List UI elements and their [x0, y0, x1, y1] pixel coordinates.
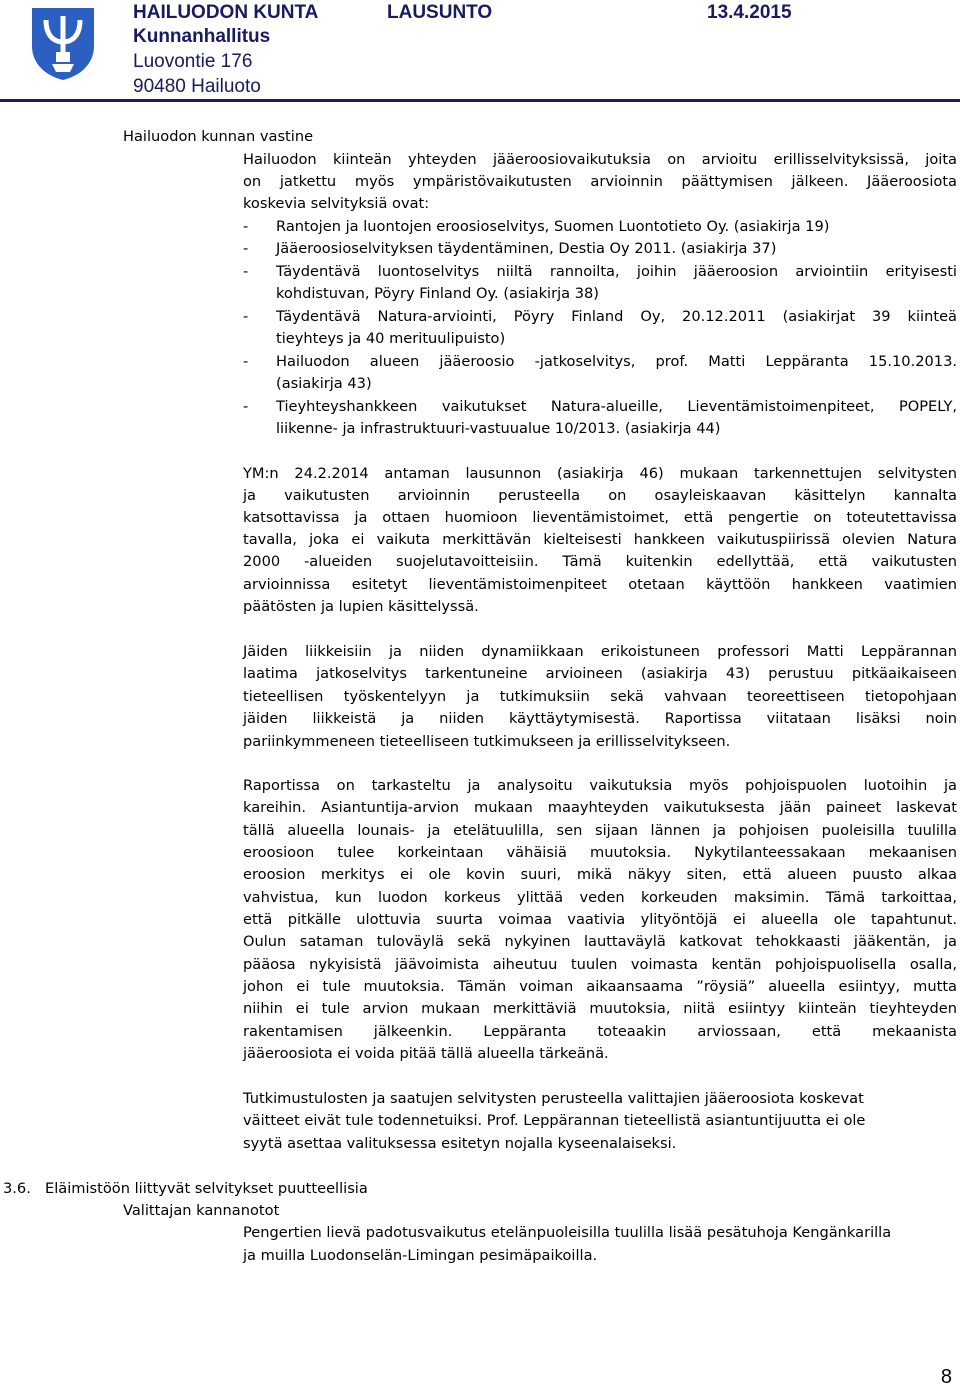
paragraph-line: kareihin. Asiantuntija-arvion mukaan maayhteyden vaikutuksesta jään paineet laskevat — [243, 799, 957, 816]
paragraph-line: syytä asettaa valituksessa esitetyn nojalla kyseenalaiseksi. — [243, 1135, 677, 1152]
paragraph-line: johon ei tule muutoksia. Tämän voiman aikaansaama ”röysiä” alueella esiintyy, mutta — [243, 978, 957, 995]
board-name: Kunnanhallitus — [133, 26, 271, 47]
list-item: Jääeroosioselvityksen täydentäminen, Destia Oy 2011. (asiakirja 37) — [276, 240, 777, 257]
paragraph-line: YM:n 24.2.2014 antaman lausunnon (asiakirja 46) mukaan tarkennettujen selvitysten — [243, 465, 957, 482]
list-item: Täydentävä luontoselvitys niiltä rannoilta, joihin jääeroosion arviointiin erityisesti — [276, 263, 957, 280]
postal-address: 90480 Hailuoto — [133, 76, 261, 97]
bullet-dash: - — [243, 240, 249, 257]
paragraph-line: jääeroosiota ei voida pitää tällä alueella tärkeänä. — [243, 1045, 609, 1062]
intro-line: on jatkettu myös ympäristövaikutusten arvioinnin päättymisen jälkeen. Jääeroosiota — [243, 173, 957, 190]
list-item-cont: tieyhteys ja 40 merituulipuisto) — [276, 330, 506, 347]
paragraph-line: Raportissa on tarkasteltu ja analysoitu vaikutuksia myös pohjoispuolen luotoihin ja — [243, 777, 957, 794]
paragraph-line: eroosioon tulee korkeintaan vähäisiä muutoksia. Nykytilanteessakaan mekaanisen — [243, 844, 957, 861]
org-name: HAILUODON KUNTA — [133, 2, 319, 23]
bullet-dash: - — [243, 218, 249, 235]
bullet-dash: - — [243, 263, 249, 280]
paragraph-line: niihin ei tule arvion mukaan merkittäviä muutoksia, niitä esiintyy kiinteän tieyhteyden — [243, 1000, 957, 1017]
paragraph-line: Jäiden liikkeisiin ja niiden dynamiikkaan erikoistuneen professori Matti Leppärannan — [243, 643, 957, 660]
paragraph-line: Tutkimustulosten ja saatujen selvitysten perusteella valittajien jääeroosiota koskevat — [243, 1090, 864, 1107]
paragraph-line: laatima jatkoselvitys tarkentuneine arvioineen (asiakirja 43) perustuu pitkäaikaiseen — [243, 665, 957, 682]
list-item-cont: kohdistuvan, Pöyry Finland Oy. (asiakirja 38) — [276, 285, 599, 302]
section-title: Eläimistöön liittyvät selvitykset puutteellisia — [45, 1180, 368, 1197]
paragraph-line: tavalla, joka ei vaikuta merkittävän kielteisesti hankkeen vaikutuspiirissä olevien Natura — [243, 531, 957, 548]
coat-of-arms-icon — [30, 6, 96, 82]
paragraph-line: ja vaikutusten arvioinnin perusteella on osayleiskaavan käsittelyn kannalta — [243, 487, 957, 504]
bullet-dash: - — [243, 398, 249, 415]
section-number: 3.6. — [3, 1180, 31, 1197]
paragraph-line: arvioinnissa esitetyt lieventämistoimenpiteet otetaan käyttöön hankkeen vaatimien — [243, 576, 957, 593]
list-item: Rantojen ja luontojen eroosioselvitys, Suomen Luontotieto Oy. (asiakirja 19) — [276, 218, 830, 235]
paragraph-line: päätösten ja lupien käsittelyssä. — [243, 598, 479, 615]
header-divider — [0, 99, 960, 102]
intro-line: koskevia selvityksiä ovat: — [243, 195, 430, 212]
document-type: LAUSUNTO — [387, 2, 493, 23]
list-item-cont: (asiakirja 43) — [276, 375, 372, 392]
paragraph-line: Pengertien lievä padotusvaikutus etelänpuoleisilla tuulilla lisää pesätuhoja Kengänkarilla — [243, 1224, 892, 1241]
paragraph-line: väitteet eivät tule todennetuiksi. Prof. Leppärannan tieteellistä asiantuntijuutta ei ole — [243, 1112, 866, 1129]
document-date: 13.4.2015 — [707, 2, 792, 23]
paragraph-line: että pitkälle ulottuvia suurta voimaa vaativia ylityöntöjä ei alueella ole tapahtunut. — [243, 911, 957, 928]
bullet-dash: - — [243, 353, 249, 370]
list-item: Tieyhteyshankkeen vaikutukset Natura-alueille, Lieventämistoimenpiteet, POPELY, — [276, 398, 957, 415]
street-address: Luovontie 176 — [133, 51, 253, 72]
paragraph-line: rakentamisen jälkeenkin. Leppäranta toteaakin arviossaan, että mekaanista — [243, 1023, 957, 1040]
section-heading: Hailuodon kunnan vastine — [123, 128, 314, 145]
list-item: Täydentävä Natura-arviointi, Pöyry Finland Oy, 20.12.2011 (asiakirjat 39 kiinteä — [276, 308, 957, 325]
list-item: Hailuodon alueen jääeroosio -jatkoselvitys, prof. Matti Leppäranta 15.10.2013. — [276, 353, 957, 370]
subheading: Valittajan kannanotot — [123, 1202, 280, 1219]
paragraph-line: Oulun sataman tuloväylä sekä nykyinen lauttaväylä katkovat tehokkaasti jääkentän, ja — [243, 933, 957, 950]
paragraph-line: katsottavissa ja ottaen huomioon lieventämistoimet, että pengertie on toteutettavissa — [243, 509, 957, 526]
bullet-dash: - — [243, 308, 249, 325]
paragraph-line: 2000 -alueiden suojelutavoitteisiin. Tämä kuitenkin edellyttää, että vaikutusten — [243, 553, 957, 570]
paragraph-line: jäiden liikkeistä ja niiden käyttäytymisestä. Raportissa viitataan lisäksi noin — [243, 710, 957, 727]
page-number: 8 — [940, 1366, 952, 1388]
paragraph-line: pääosa nykyisistä jäävoimista aiheutuu tuulen voimasta kentän pohjoispuolisella osalla, — [243, 956, 957, 973]
paragraph-line: ja muilla Luodonselän-Limingan pesimäpaikoilla. — [243, 1247, 598, 1264]
intro-line: Hailuodon kiinteän yhteyden jääeroosiovaikutuksia on arvioitu erillisselvityksissä, joita — [243, 151, 957, 168]
paragraph-line: pariinkymmeneen tieteelliseen tutkimukseen ja erillisselvitykseen. — [243, 733, 731, 750]
paragraph-line: tieteellisen työskentelyyn ja tutkimuksiin sekä vahvaan teoreettiseen tietopohjaan — [243, 688, 957, 705]
list-item-cont: liikenne- ja infrastruktuuri-vastuualue 10/2013. (asiakirja 44) — [276, 420, 721, 437]
paragraph-line: eroosion merkitys ei ole kovin suuri, mikä näkyy siten, että alueen puusto alkaa — [243, 866, 957, 883]
paragraph-line: tällä alueella lounais- ja etelätuulilla, sen sijaan lännen ja pohjoisen puoleisilla tuulilla — [243, 822, 957, 839]
paragraph-line: vahvistua, kun luodon korkeus ylittää veden korkeuden maksimin. Tämä tarkoittaa, — [243, 889, 957, 906]
